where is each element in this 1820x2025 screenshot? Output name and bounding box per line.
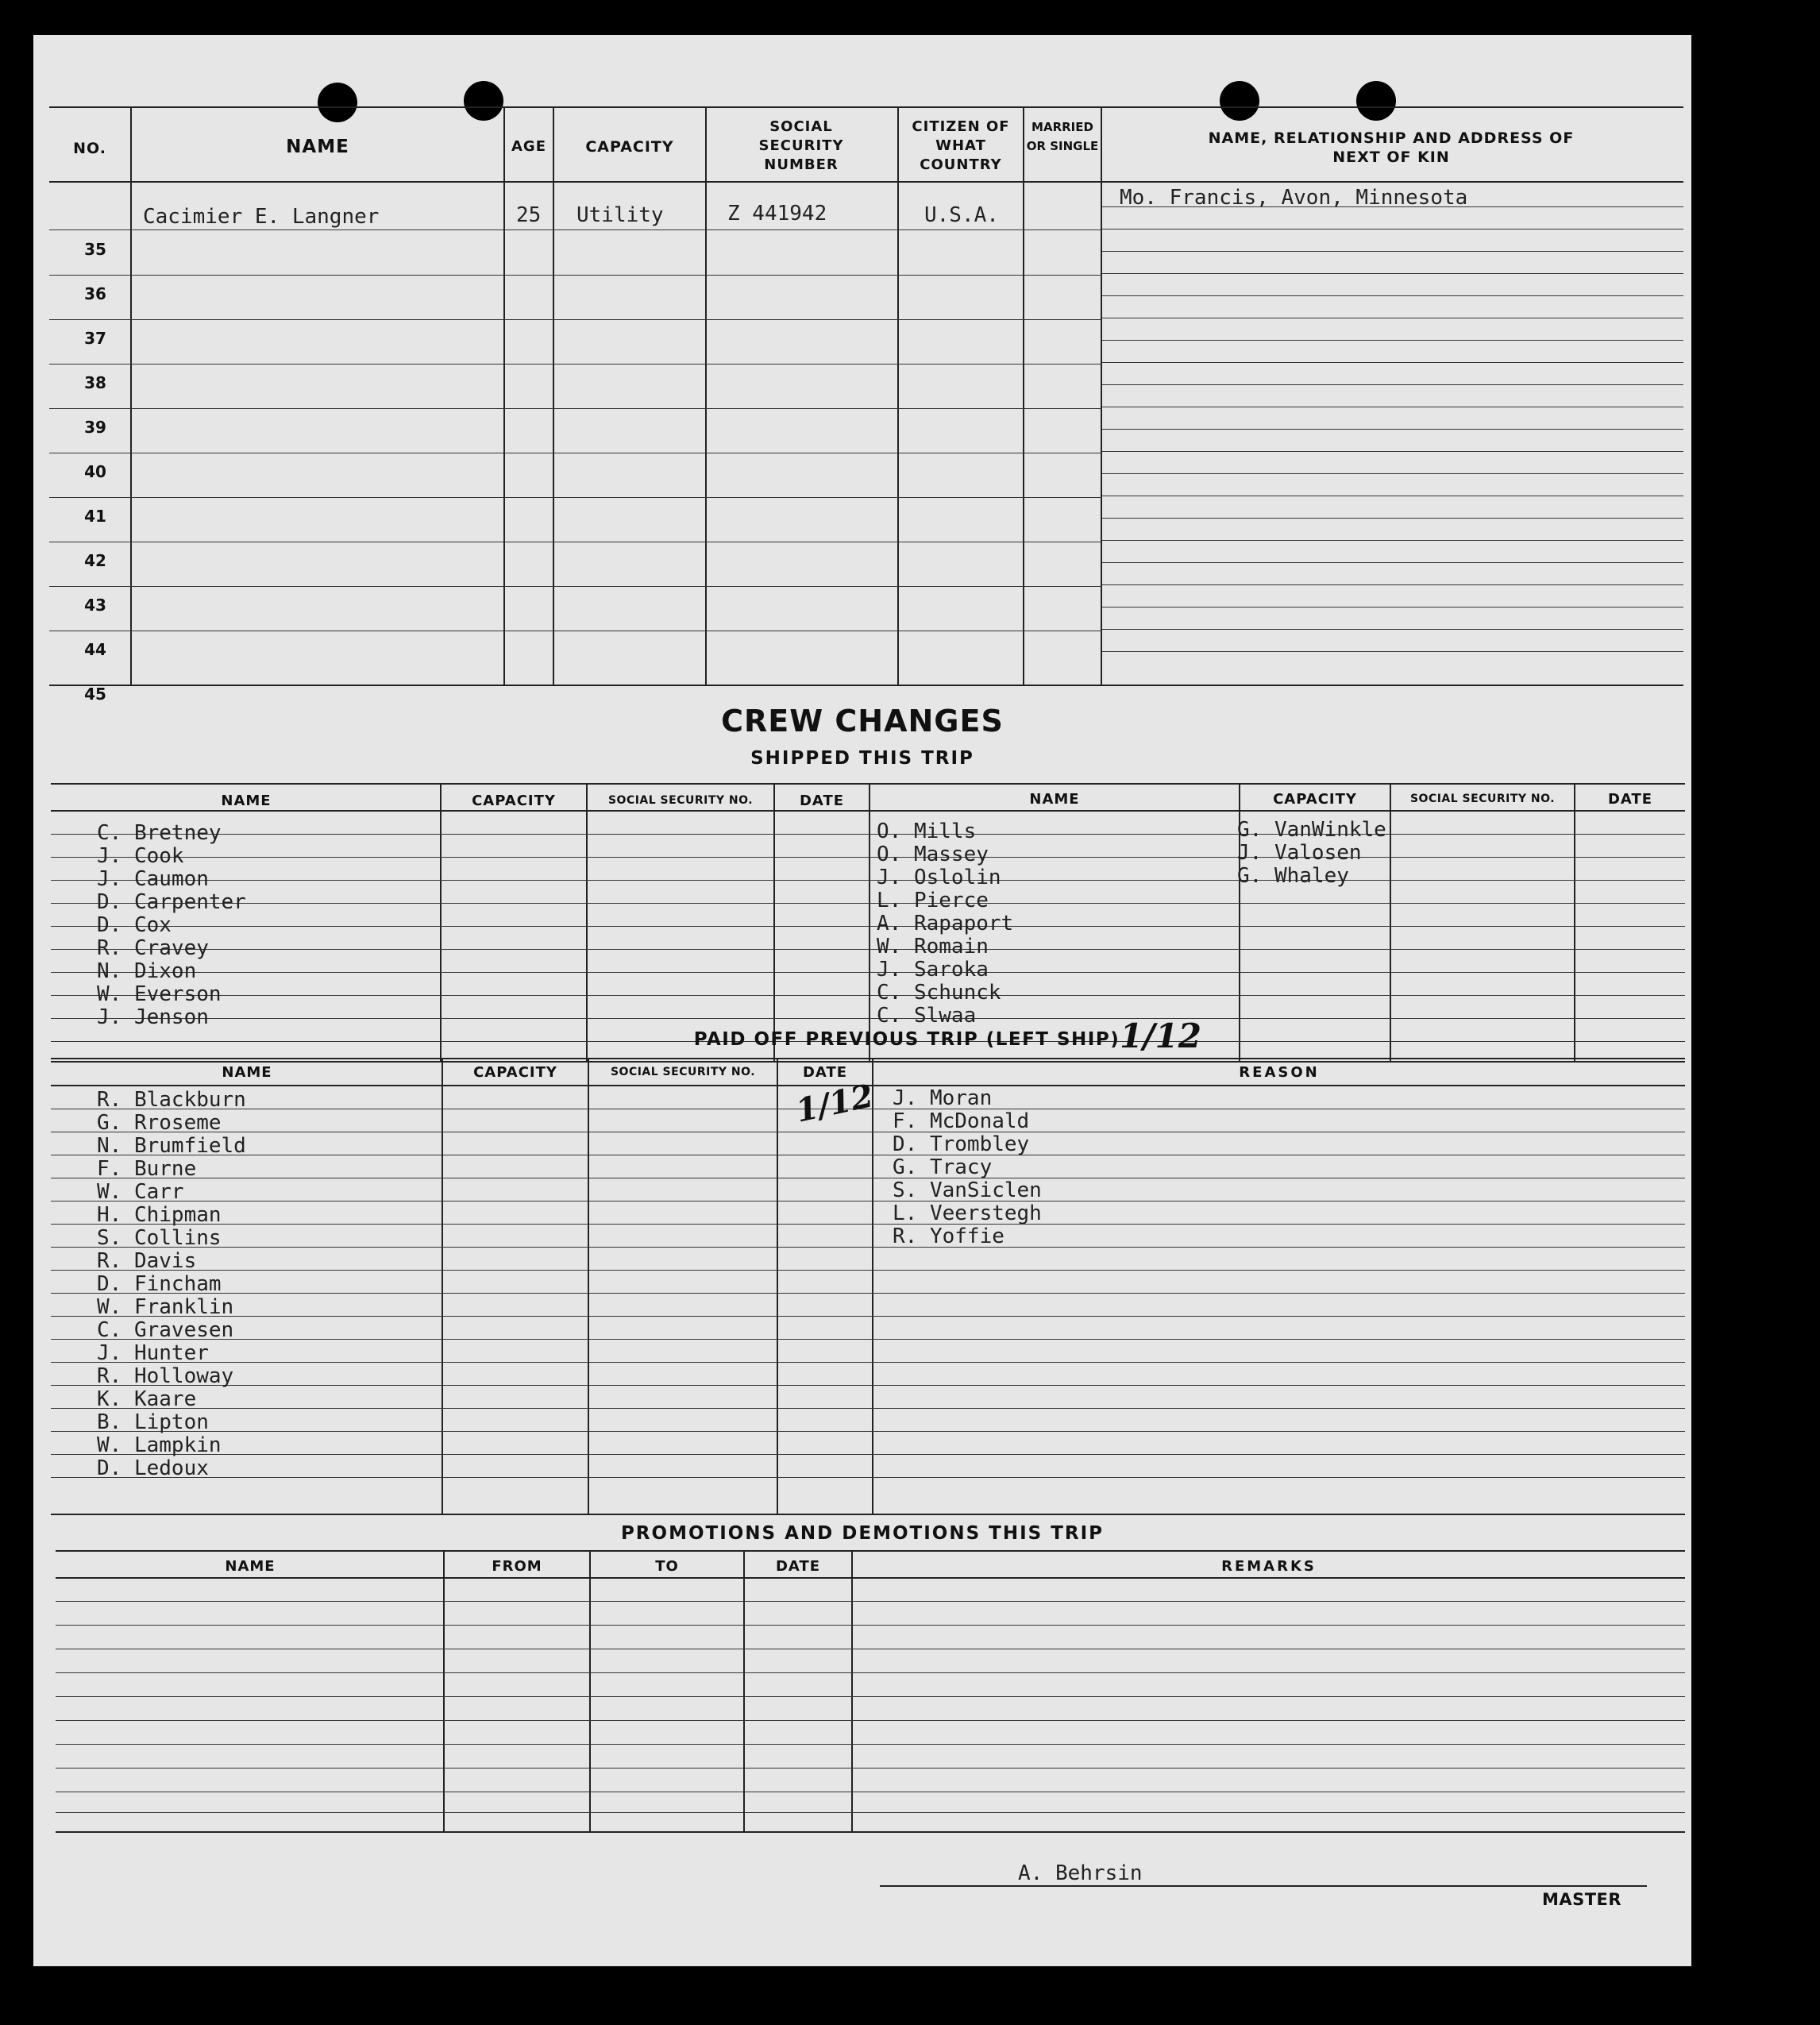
paid-off-crew-name: W. Franklin (97, 1295, 234, 1319)
header-age: AGE (511, 138, 546, 155)
paid-off-crew-name: W. Carr (97, 1180, 184, 1204)
shipped-header-name: NAME (221, 793, 272, 809)
shipped-crew-name: C. Schunck (877, 981, 1001, 1005)
shipped-crew-name: W. Romain (877, 935, 989, 958)
row-number: 40 (84, 462, 106, 481)
shipped-header-ss: SOCIAL SECURITY NO. (607, 794, 754, 807)
shipped-crew-name: G. VanWinkle (1237, 818, 1386, 842)
punch-hole (318, 83, 357, 122)
promotions-header-from: FROM (492, 1558, 542, 1575)
paid-off-crew-name: B. Lipton (97, 1410, 209, 1434)
row-number: 42 (84, 551, 106, 570)
next-of-kin: Mo. Francis, Avon, Minnesota (1120, 186, 1468, 210)
row-number: 37 (84, 329, 106, 348)
shipped-crew-name: W. Everson (97, 982, 222, 1006)
crew-list-page (33, 35, 1691, 1966)
paid-off-crew-name: R. Holloway (97, 1364, 234, 1388)
shipped-crew-name: O. Massey (877, 843, 989, 866)
crew-ss-number: Z 441942 (727, 202, 827, 226)
shipped-crew-name: J. Valosen (1237, 841, 1362, 865)
header-social-security: SOCIAL SECURITY NUMBER (758, 118, 844, 173)
header-citizen: CITIZEN OF WHAT COUNTRY (912, 118, 1010, 173)
paid-off-crew-name: D. Trombley (893, 1132, 1030, 1156)
paid-off-date-mark: 1/12 (792, 1077, 877, 1130)
promotions-header-name: NAME (225, 1558, 276, 1575)
punch-hole (1356, 81, 1396, 121)
punch-hole (1220, 81, 1259, 121)
paid-off-crew-name: D. Ledoux (97, 1456, 209, 1480)
crew-citizen: U.S.A. (924, 203, 999, 227)
paid-off-header-capacity: CAPACITY (473, 1064, 557, 1081)
paid-off-crew-name: K. Kaare (97, 1387, 197, 1411)
promotions-header-to: TO (655, 1558, 679, 1575)
shipped-header-date-2: DATE (1607, 791, 1653, 808)
shipped-crew-name: A. Rapaport (877, 912, 1014, 935)
shipped-crew-name: J. Oslolin (877, 866, 1001, 889)
paid-off-crew-name: G. Rroseme (97, 1111, 222, 1135)
header-name: NAME (286, 137, 349, 157)
paid-off-crew-name: D. Fincham (97, 1272, 222, 1296)
paid-off-crew-name: C. Gravesen (97, 1318, 234, 1342)
row-number: 44 (84, 640, 106, 659)
paid-off-crew-name: F. Burne (97, 1157, 197, 1181)
handwritten-date: 1/12 (1120, 1016, 1202, 1055)
paid-off-crew-name: J. Hunter (97, 1341, 209, 1365)
paid-off-crew-name: R. Davis (97, 1249, 197, 1273)
paid-off-crew-name: S. VanSiclen (893, 1178, 1042, 1202)
shipped-crew-name: R. Cravey (97, 936, 209, 960)
punch-hole (464, 81, 503, 121)
shipped-header-capacity: CAPACITY (472, 793, 556, 809)
row-number: 43 (84, 596, 106, 615)
shipped-header-date: DATE (799, 793, 845, 809)
master-label: MASTER (1541, 1890, 1622, 1909)
row-number: 39 (84, 418, 106, 437)
shipped-crew-name: J. Caumon (97, 867, 209, 891)
row-number: 35 (84, 240, 106, 259)
shipped-crew-name: C. Bretney (97, 821, 222, 845)
signature-line (880, 1885, 1647, 1887)
row-number: 41 (84, 507, 106, 526)
paid-off-crew-name: F. McDonald (893, 1109, 1030, 1133)
shipped-crew-name: O. Mills (877, 820, 977, 843)
shipped-crew-name: J. Saroka (877, 958, 989, 982)
row-number: 38 (84, 373, 106, 392)
crew-capacity: Utility (576, 203, 664, 227)
row-number: 45 (84, 685, 106, 704)
paid-off-header-ss: SOCIAL SECURITY NO. (610, 1066, 756, 1078)
paid-off-crew-name: R. Blackburn (97, 1088, 246, 1112)
paid-off-crew-name: R. Yoffie (893, 1225, 1004, 1248)
promotions-subtitle: PROMOTIONS AND DEMOTIONS THIS TRIP (620, 1523, 1105, 1544)
shipped-crew-name: N. Dixon (97, 959, 197, 983)
shipped-crew-name: C. Slwaa (877, 1004, 977, 1028)
paid-off-crew-name: L. Veerstegh (893, 1202, 1042, 1225)
paid-off-crew-name: N. Brumfield (97, 1134, 246, 1158)
shipped-crew-name: D. Cox (97, 913, 172, 937)
shipped-subtitle: SHIPPED THIS TRIP (750, 748, 974, 769)
paid-off-header-reason: REASON (1239, 1064, 1320, 1081)
paid-off-crew-name: S. Collins (97, 1226, 222, 1250)
shipped-crew-name: L. Pierce (877, 889, 989, 912)
row-number: 36 (84, 284, 106, 303)
shipped-header-ss-2: SOCIAL SECURITY NO. (1409, 793, 1556, 805)
paid-off-crew-name: J. Moran (893, 1086, 993, 1110)
paid-off-subtitle: PAID OFF PREVIOUS TRIP (LEFT SHIP) (693, 1029, 1120, 1050)
paid-off-header-name: NAME (222, 1064, 272, 1081)
shipped-header-name-2: NAME (1029, 791, 1080, 808)
master-signature: A. Behrsin (1018, 1861, 1143, 1885)
shipped-header-capacity-2: CAPACITY (1273, 791, 1357, 808)
shipped-crew-name: D. Carpenter (97, 890, 246, 914)
paid-off-crew-name: H. Chipman (97, 1203, 222, 1227)
header-no: NO. (73, 140, 106, 157)
paid-off-crew-name: G. Tracy (893, 1155, 993, 1179)
crew-name: Cacimier E. Langner (143, 205, 380, 229)
header-next-of-kin: NAME, RELATIONSHIP AND ADDRESS OF NEXT OF KIN (1208, 129, 1575, 166)
paid-off-header-date: DATE (802, 1064, 848, 1081)
shipped-crew-name: G. Whaley (1237, 864, 1349, 888)
header-capacity: CAPACITY (585, 138, 674, 156)
header-married: MARRIED OR SINGLE (1026, 120, 1099, 153)
promotions-header-date: DATE (775, 1558, 821, 1575)
paid-off-crew-name: W. Lampkin (97, 1433, 222, 1457)
promotions-header-remarks: REMARKS (1221, 1558, 1317, 1575)
crew-age: 25 (516, 203, 542, 227)
crew-changes-title: CREW CHANGES (721, 704, 1004, 739)
shipped-crew-name: J. Cook (97, 844, 184, 868)
shipped-crew-name: J. Jenson (97, 1005, 209, 1029)
